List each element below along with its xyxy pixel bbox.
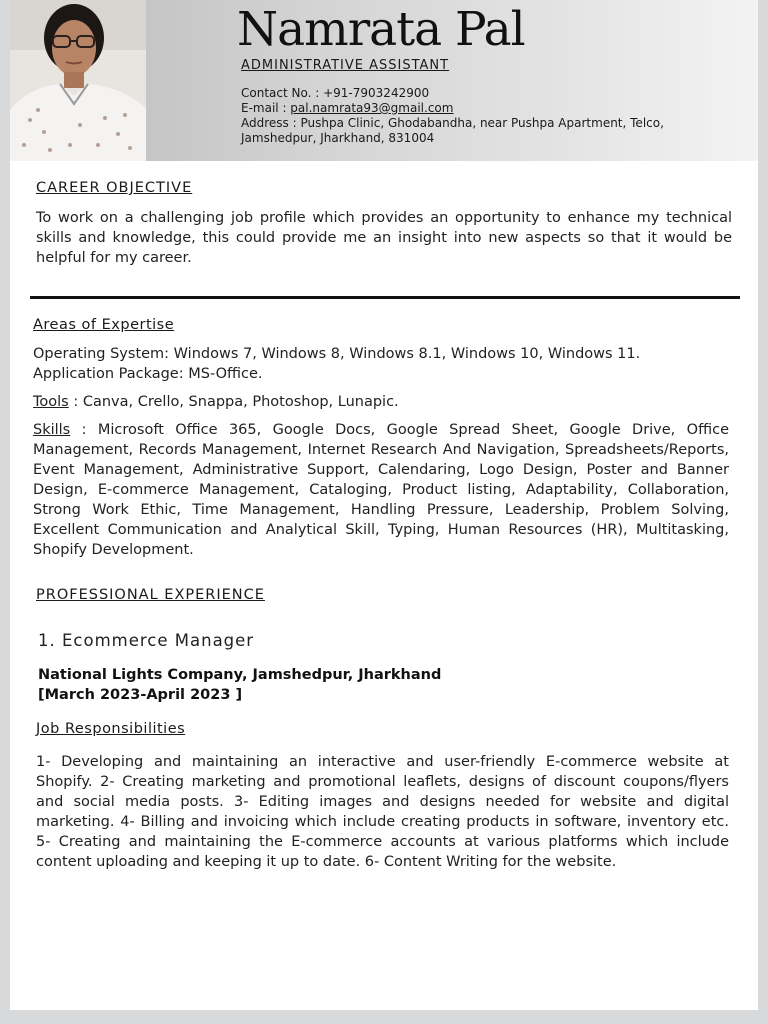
- profile-photo: [10, 0, 146, 161]
- candidate-name: Namrata Pal: [237, 2, 525, 57]
- areas-of-expertise-heading: Areas of Expertise: [33, 317, 175, 333]
- profile-photo-illustration: [10, 0, 146, 161]
- os-line: Operating System: Windows 7, Windows 8, Windows 8.1, Windows 10, Windows 11.: [33, 346, 641, 362]
- email-label: E-mail :: [241, 101, 291, 115]
- career-objective-heading: CAREER OBJECTIVE: [36, 180, 193, 196]
- job-responsibilities-heading: Job Responsibilities: [36, 721, 186, 737]
- email-line: [241, 101, 741, 116]
- professional-experience-heading: PROFESSIONAL EXPERIENCE: [36, 587, 265, 603]
- contact-block: [241, 86, 741, 146]
- app-package-line: Application Package: MS-Office.: [33, 366, 263, 382]
- candidate-role: ADMINISTRATIVE ASSISTANT: [241, 58, 450, 73]
- job-title: 1. Ecommerce Manager: [38, 631, 255, 650]
- address-line: Address : Pushpa Clinic, Ghodabandha, near Pushpa Apartment, Telco, Jamshedpur, Jharkhand, 831004: [241, 116, 664, 145]
- company-name: National Lights Company, Jamshedpur, Jharkhand: [38, 667, 442, 683]
- skills-label: Skills: [33, 422, 71, 438]
- section-divider: [30, 296, 740, 299]
- career-objective-text: To work on a challenging job profile which provides an opportunity to enhance my technical skills and knowledge, this could provide me an insight into new aspects so that it would be helpful for my career.: [36, 210, 732, 266]
- contact-number-label: Contact No. :: [241, 86, 324, 100]
- email-link[interactable]: pal.namrata93@gmail.com: [290, 101, 454, 115]
- skills-value: : Microsoft Office 365, Google Docs, Google Spread Sheet, Google Drive, Office Management, Records Management, Internet Research And Navigation, Spreadsheets/Reports, Event Management, Administrative Support, Calendaring, Logo Design, Poster and Banner Design, E-commerce Management, Cataloging, Product listing, Adaptability, Collaboration, Strong Work Ethic, Time Management, Handling Pressure, Leadership, Problem Solving, Excellent Communication and Analytical Skill, Typing, Human Resources (HR), Multitasking, Shopify Development.: [33, 422, 729, 558]
- contact-number: +91-7903242900: [323, 86, 430, 100]
- company-block: [38, 665, 441, 705]
- resume-page: [10, 0, 758, 1010]
- job-responsibilities-text: 1- Developing and maintaining an interactive and user-friendly E-commerce website at Shopify. 2- Creating marketing and promotional leaflets, designs of discount coupons/flyers and social media posts. 3- Editing images and designs needed for website and digital marketing. 4- Billing and invoicing which include creating products in software, inventory etc. 5- Creating and maintaining the E-commerce accounts at various platforms which include content uploading and keeping it up to date. 6- Content Writing for the website.: [36, 754, 729, 870]
- tools-label: Tools: [33, 394, 69, 410]
- skills-paragraph: [33, 420, 729, 560]
- contact-number-line: [241, 86, 741, 101]
- tools-line: [33, 392, 733, 412]
- resume-header: [10, 0, 758, 161]
- tools-value: : Canva, Crello, Snappa, Photoshop, Lunapic.: [68, 394, 399, 410]
- job-period: [March 2023-April 2023 ]: [38, 687, 243, 703]
